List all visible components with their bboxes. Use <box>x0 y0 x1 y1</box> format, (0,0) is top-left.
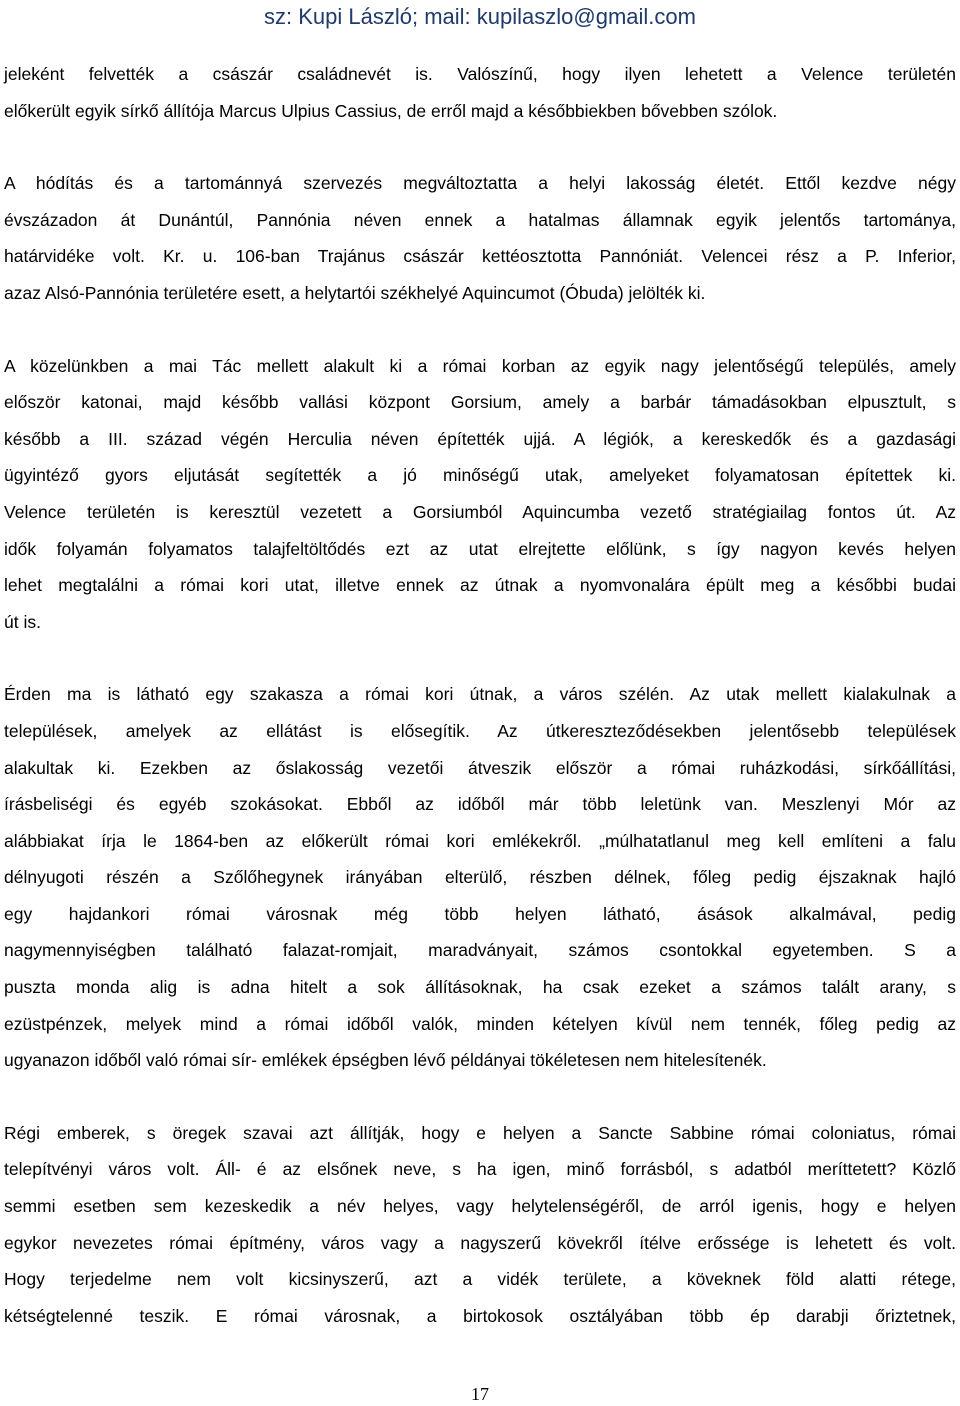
text-line: azaz Alsó-Pannónia területére esett, a helytartói székhelyé Aquincumot (Óbuda) jelölték ki. <box>4 282 706 303</box>
text-line: Hogy terjedelme nem volt kicsinyszerű, azt a vidék területe, a köveknek föld alatti rétege, <box>4 1269 956 1290</box>
text-line: előkerült egyik sírkő állítója Marcus Ulpius Cassius, de erről majd a későbbiekben bővebben szólok. <box>4 100 778 121</box>
text-line: később a III. század végén Herculia néven építették ujjá. A légiók, a kereskedők és a gazdasági <box>4 428 956 449</box>
text-line: alakultak ki. Ezekben az őslakosság vezetői átveszik először a római ruházkodási, sírkőállítási, <box>4 757 956 778</box>
page-number: 17 <box>471 1384 489 1404</box>
text-line: idők folyamán folyamatos talajfeltöltődés ezt az utat elrejtette előlünk, s így nagyon kevés helyen <box>4 538 956 559</box>
document-body <box>4 56 956 1334</box>
text-line: A közelünkben a mai Tác mellett alakult ki a római korban az egyik nagy jelentőségű település, amely <box>4 355 956 376</box>
paragraph-2 <box>4 165 956 311</box>
text-line: alábbiakat írja le 1864-ben az előkerült római kori emlékekről. „múlhatatlanul meg kell említeni a falu <box>4 830 956 851</box>
text-line: jeleként felvették a császár családnevét is. Valószínű, hogy ilyen lehetett a Velence területén <box>4 64 956 84</box>
text-line: ezüstpénzek, melyek mind a római időből valók, minden kételyen kívül nem tennék, főleg pedig az <box>4 1013 956 1034</box>
text-line: telepítvényi város volt. Áll- é az elsőnek neve, s ha igen, minő forrásból, s adatból meríttetett? Közlő <box>4 1159 956 1180</box>
text-line: írásbeliségi és egyéb szokásokat. Ebből az időből már több leletünk van. Meszlenyi Mór az <box>4 794 956 815</box>
text-line: kétségtelenné teszik. E római városnak, a birtokosok osztályában több ép darabji őriztetnek, <box>4 1305 956 1326</box>
text-line: lehet megtalálni a római kori utat, illetve ennek az útnak a nyomvonalára épült meg a későbbi budai <box>4 575 956 596</box>
text-line: határvidéke volt. Kr. u. 106-ban Trajánus császár kettéosztotta Pannóniát. Velencei rész a P. Inferior, <box>4 246 956 267</box>
text-line: út is. <box>4 611 41 632</box>
text-line: nagymennyiségben található falazat-romjait, maradványait, számos csontokkal egyetemben. S a <box>4 940 956 961</box>
text-line: ügyintéző gyors eljutását segítették a jó minőségű utak, amelyeket folyamatosan építettek ki. <box>4 465 956 486</box>
text-line: semmi esetben sem kezeskedik a név helyes, vagy helytelenségéről, de arról igenis, hogy e helyen <box>4 1196 956 1217</box>
text-line: délnyugoti részén a Szőlőhegynek irányában elterülő, részben délnek, főleg pedig éjszaknak hajló <box>4 867 956 888</box>
paragraph-3 <box>4 348 956 641</box>
text-line: Érden ma is látható egy szakasza a római kori útnak, a város szélén. Az utak mellett kialakulnak a <box>4 684 956 705</box>
text-line: ugyanazon időből való római sír- emlékek épségben lévő példányai tökéletesen nem hitelesítenék. <box>4 1050 767 1071</box>
paragraph-1 <box>4 56 956 129</box>
text-line: egykor nevezetes római építmény, város vagy a nagyszerű kövekről ítélve erőssége is lehetett és volt. <box>4 1232 956 1253</box>
paragraph-4 <box>4 676 956 1079</box>
text-line: évszázadon át Dunántúl, Pannónia néven ennek a hatalmas államnak egyik jelentős tartománya, <box>4 209 956 230</box>
page-header: sz: Kupi László; mail: kupilaszlo@gmail.com <box>264 4 696 29</box>
text-line: A hódítás és a tartománnyá szervezés megváltoztatta a helyi lakosság életét. Ettől kezdve négy <box>4 173 956 194</box>
text-line: puszta monda alig is adna hitelt a sok állításoknak, ha csak ezeket a számos talált arany, s <box>4 977 956 998</box>
text-line: először katonai, majd később vallási központ Gorsium, amely a barbár támadásokban elpusztult, s <box>4 392 956 413</box>
text-line: Velence területén is keresztül vezetett a Gorsiumból Aquincumba vezető stratégiailag fontos út. Az <box>4 501 956 522</box>
text-line: Régi emberek, s öregek szavai azt állítják, hogy e helyen a Sancte Sabbine római coloniatus, római <box>4 1122 956 1143</box>
text-line: települések, amelyek az ellátást is elősegítik. Az útkereszteződésekben jelentősebb települések <box>4 720 956 741</box>
paragraph-5 <box>4 1115 956 1335</box>
text-line: egy hajdankori római városnak még több helyen látható, ásások alkalmával, pedig <box>4 903 956 924</box>
